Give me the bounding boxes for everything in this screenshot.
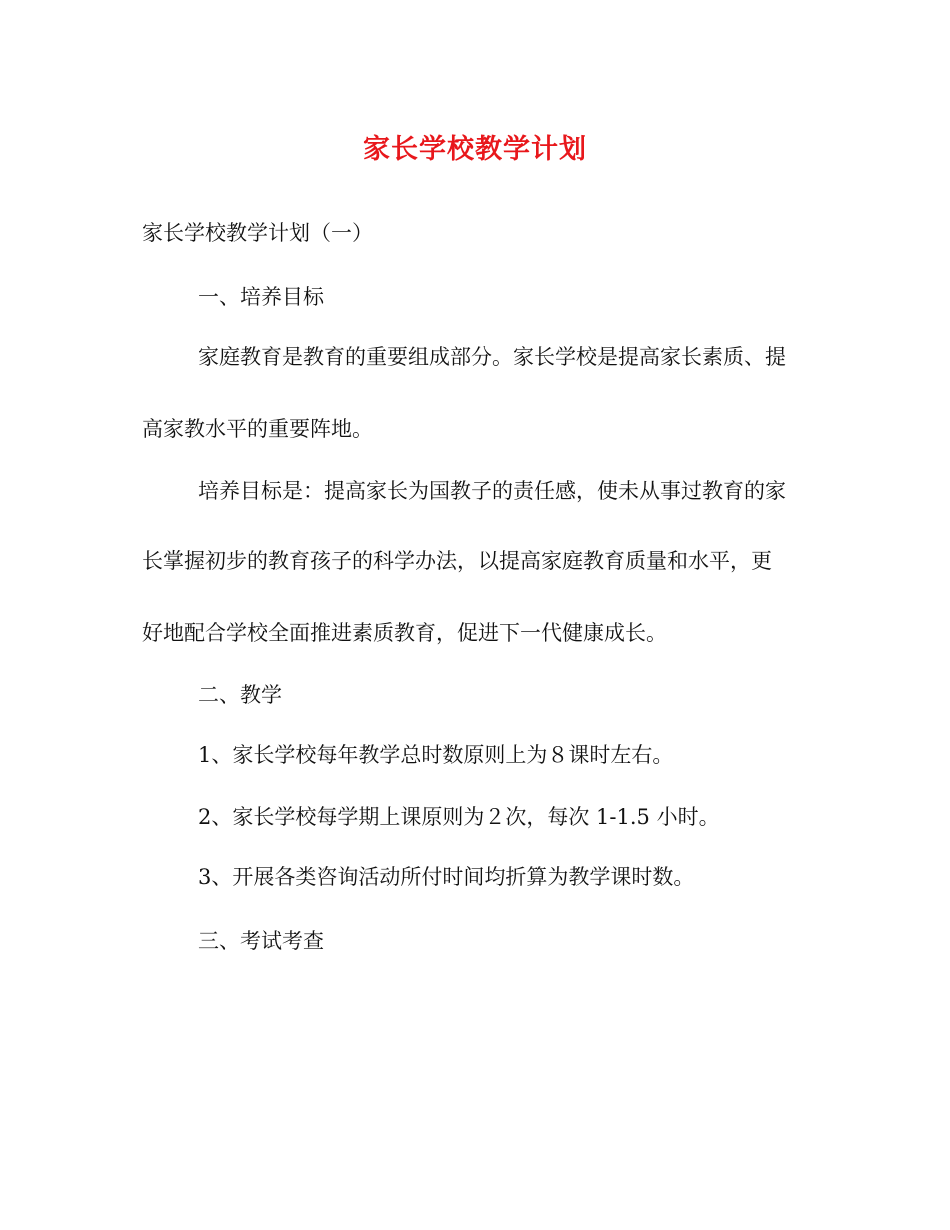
list-item: 3、开展各类咨询活动所付时间均折算为教学课时数。 — [198, 865, 695, 889]
paragraph-line: 家庭教育是教育的重要组成部分。家长学校是提高家长素质、提 — [198, 345, 786, 369]
section-heading-teaching: 二、教学 — [198, 683, 282, 707]
paragraph-line: 长掌握初步的教育孩子的科学办法，以提高家庭教育质量和水平，更 — [142, 549, 772, 573]
list-item: 2、家长学校每学期上课原则为２次，每次 1-1.5 小时。 — [198, 805, 720, 829]
paragraph-line: 好地配合学校全面推进素质教育，促进下一代健康成长。 — [142, 621, 667, 645]
list-item: 1、家长学校每年教学总时数原则上为８课时左右。 — [198, 743, 674, 767]
paragraph-line: 高家教水平的重要阵地。 — [142, 417, 373, 441]
section-heading-exams: 三、考试考查 — [198, 929, 324, 953]
paragraph-line: 培养目标是：提高家长为国教子的责任感，使未从事过教育的家 — [198, 479, 786, 503]
document-title: 家长学校教学计划 — [363, 134, 587, 165]
document-subtitle: 家长学校教学计划（一） — [142, 221, 373, 245]
section-heading-goals: 一、培养目标 — [198, 285, 324, 309]
